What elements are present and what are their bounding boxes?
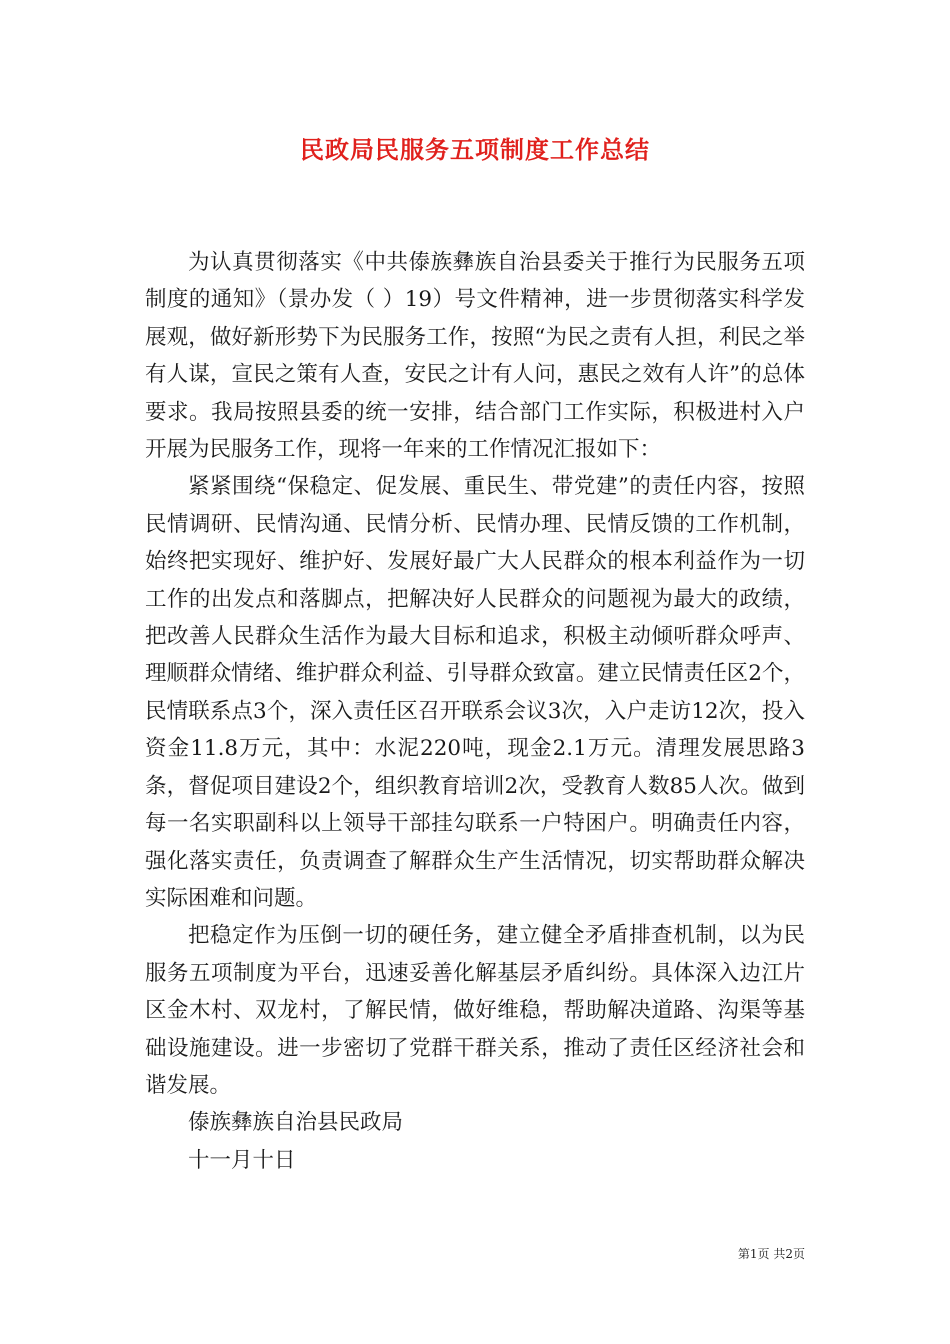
signature: 傣族彝族自治县民政局 <box>188 1110 404 1136</box>
date: 十一月十日 <box>188 1147 296 1173</box>
document-body <box>145 244 805 1179</box>
document-title: 民政局民服务五项制度工作总结 <box>300 135 650 164</box>
paragraph-stability: 把稳定作为压倒一切的硬任务，建立健全矛盾排查机制，以为民服务五项制度为平台，迅速妥善化解基层矛盾纠纷。具体深入边江片区金木村、双龙村，了解民情，做好维稳，帮助解决道路、沟渠等基础设施建设。进一步密切了党群干群关系，推动了责任区经济社会和谐发展。 <box>145 923 805 1098</box>
paragraph-work-details: 紧紧围绕“保稳定、促发展、重民生、带党建”的责任内容，按照民情调研、民情沟通、民情分析、民情办理、民情反馈的工作机制，始终把实现好、维护好、发展好最广大人民群众的根本利益作为一切工作的出发点和落脚点，把解决好人民群众的问题视为最大的政绩，把改善人民群众生活作为最大目标和追求，积极主动倾听群众呼声、理顺群众情绪、维护群众利益、引导群众致富。建立民情责任区2个，民情联系点3个，深入责任区召开联系会议3次，入户走访12次，投入资金11.8万元，其中：水泥220吨，现金2.1万元。清理发展思路3条，督促项目建设2个，组织教育培训2次，受教育人数85人次。做到每一名实职副科以上领导干部挂勾联系一户特困户。明确责任内容，强化落实责任，负责调查了解群众生产生活情况，切实帮助群众解决实际困难和问题。 <box>145 474 805 911</box>
paragraph-intro: 为认真贯彻落实《中共傣族彝族自治县委关于推行为民服务五项制度的通知》（景办发（ ）19）号文件精神，进一步贯彻落实科学发展观，做好新形势下为民服务工作，按照“为民之责有人担，利民之举有人谋，宣民之策有人查，安民之计有人问，惠民之效有人许”的总体要求。我局按照县委的统一安排，结合部门工作实际，积极进村入户开展为民服务工作，现将一年来的工作情况汇报如下： <box>145 250 805 463</box>
page-footer: 第1页 共2页 <box>737 1247 805 1261</box>
